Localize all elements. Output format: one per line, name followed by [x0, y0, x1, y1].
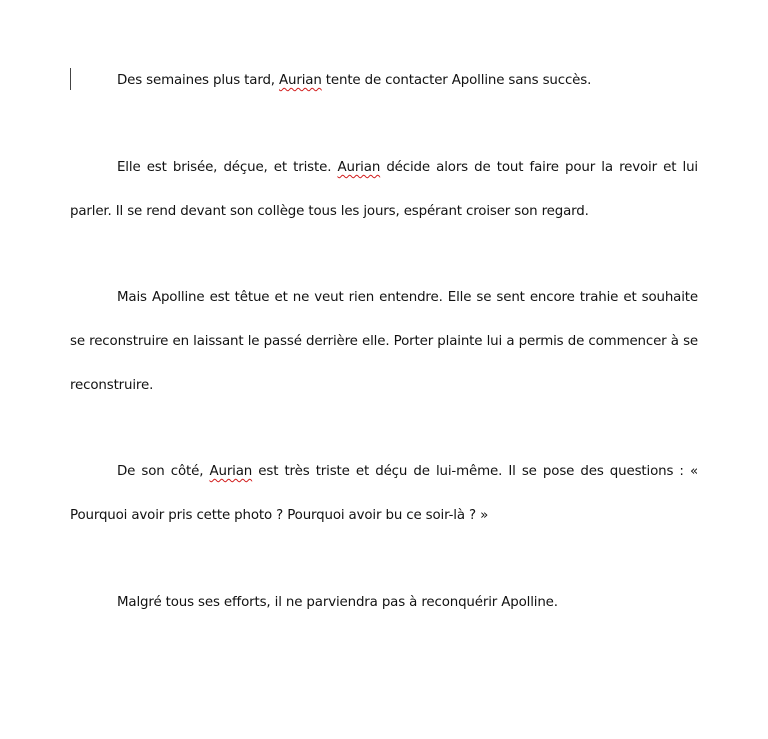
misspelled-word-aurian[interactable]: Aurian — [209, 464, 253, 479]
paragraph-4[interactable] — [70, 450, 698, 538]
paragraph-1[interactable] — [70, 59, 698, 103]
misspelled-word-aurian[interactable]: Aurian — [337, 160, 381, 175]
paragraph-4-text-start: De son côté, — [117, 464, 210, 479]
paragraph-2[interactable] — [70, 146, 698, 234]
paragraph-3[interactable]: Mais Apolline est têtue et ne veut rien entendre. Elle se sent encore trahie et souhaite se reconstruire en laissant le passé derrière elle. Porter plainte lui a permis de commencer à se reconstruire. — [70, 290, 698, 393]
paragraph-1-text-start: Des semaines plus tard, — [117, 73, 280, 88]
paragraph-2-text-start: Elle est brisée, déçue, et triste. — [117, 160, 338, 175]
paragraph-5[interactable]: Malgré tous ses efforts, il ne parviendra pas à reconquérir Apolline. — [117, 595, 558, 610]
paragraph-4-text-end: est très triste et déçu de lui-même. Il se pose des questions : « Pourquoi avoir pris cette photo ? Pourquoi avoir bu ce soir-là ? » — [70, 464, 698, 523]
misspelled-word-aurian[interactable]: Aurian — [279, 73, 322, 88]
paragraph-2-text-end: décide alors de tout faire pour la revoir et lui parler. Il se rend devant son collège tous les jours, espérant croiser son regard. — [70, 160, 698, 219]
paragraph-1-text-end: tente de contacter Apolline sans succès. — [321, 73, 592, 88]
